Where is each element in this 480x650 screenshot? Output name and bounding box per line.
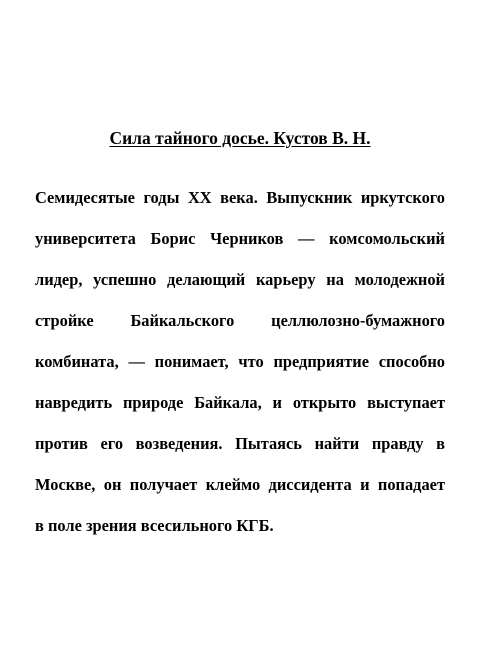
paragraph-line-4: стройке Байкальского целлюлозно-бумажного bbox=[35, 311, 445, 330]
paragraph-line-3: лидер, успешно делающий карьеру на молодежной bbox=[35, 270, 445, 289]
document-paragraph bbox=[35, 177, 445, 546]
paragraph-line-9: в поле зрения всесильного КГБ. bbox=[35, 516, 274, 535]
document-title: Сила тайного досье. Кустов В. Н. bbox=[109, 128, 371, 148]
paragraph-line-5: комбината, — понимает, что предприятие способно bbox=[35, 352, 445, 371]
paragraph-line-7: против его возведения. Пытаясь найти правду в bbox=[35, 434, 445, 453]
paragraph-line-2: университета Борис Черников — комсомольский bbox=[35, 229, 445, 248]
paragraph-line-1: Семидесятые годы XX века. Выпускник иркутского bbox=[35, 188, 445, 207]
paragraph-line-8: Москве, он получает клеймо диссидента и попадает bbox=[35, 475, 445, 494]
paragraph-line-6: навредить природе Байкала, и открыто выступает bbox=[35, 393, 445, 412]
